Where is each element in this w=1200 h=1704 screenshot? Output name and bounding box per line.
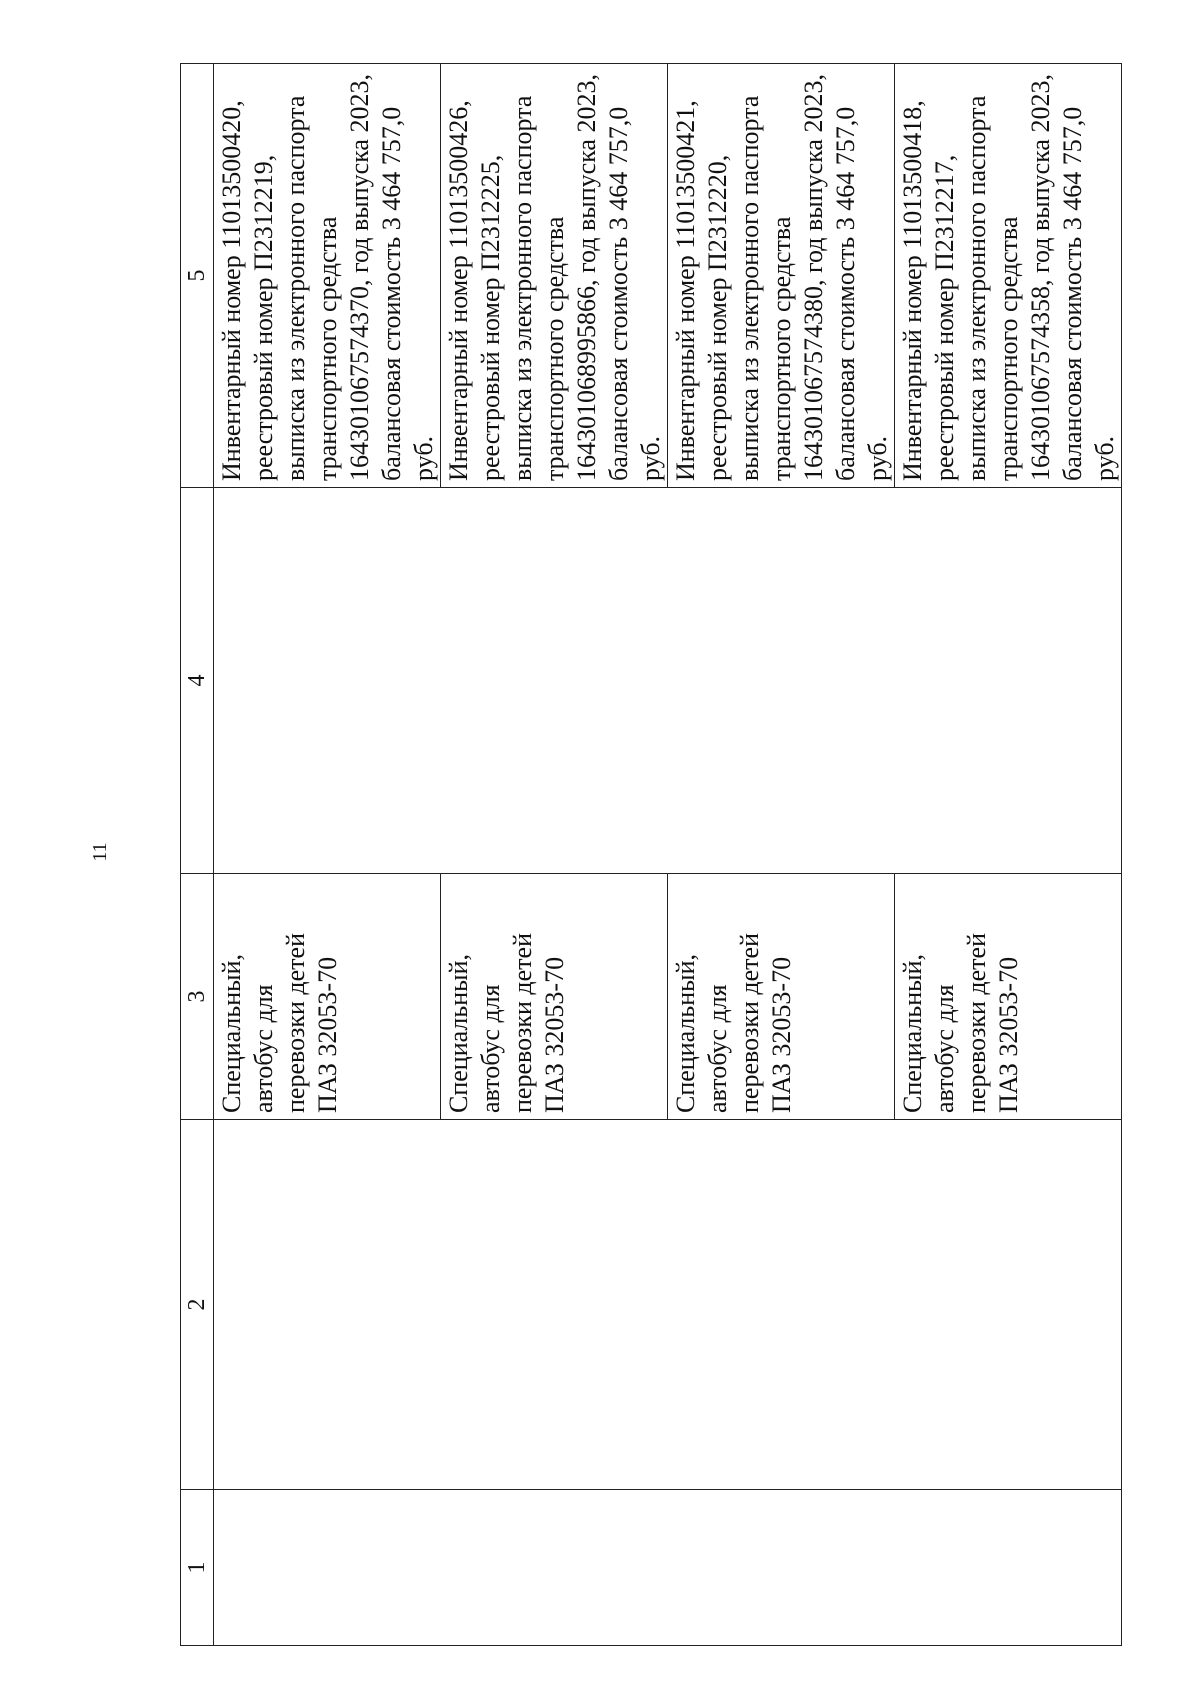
vehicle-type-cell bbox=[895, 874, 1122, 1120]
cell-col-4 bbox=[895, 488, 1122, 874]
landscape-table-area bbox=[180, 64, 1119, 1646]
vehicle-details-cell bbox=[895, 64, 1122, 488]
table-row bbox=[214, 64, 441, 1646]
vehicle-details-text: Инвентарный номер 11013500418, реестровый номер П2312217, выписка из электронного паспорта транспортного средства 164301067574358, год выпуска 2023, балансовая стоимость 3 464 757,0 руб. bbox=[898, 74, 1119, 481]
page-number: 11 bbox=[89, 842, 111, 862]
vehicle-type-cell bbox=[214, 874, 441, 1120]
header-col-4: 4 bbox=[181, 488, 214, 874]
table-row bbox=[895, 64, 1122, 1646]
cell-col-4 bbox=[668, 488, 895, 874]
vehicle-details-text: Инвентарный номер 11013500426, реестровый номер П2312225, выписка из электронного паспорта транспортного средства 164301068995866, год выпуска 2023, балансовая стоимость 3 464 757,0 руб. bbox=[444, 74, 665, 481]
header-col-3: 3 bbox=[181, 874, 214, 1120]
table-row bbox=[668, 64, 895, 1646]
cell-col-2 bbox=[895, 1120, 1122, 1490]
vehicle-type-text: Специальный, автобус для перевозки детей ПАЗ 32053-70 bbox=[898, 933, 1023, 1113]
assets-table bbox=[180, 63, 1122, 1646]
vehicle-type-text: Специальный, автобус для перевозки детей ПАЗ 32053-70 bbox=[671, 933, 796, 1113]
vehicle-type-text: Специальный, автобус для перевозки детей ПАЗ 32053-70 bbox=[217, 933, 342, 1113]
cell-col-4 bbox=[214, 488, 441, 874]
cell-col-1 bbox=[668, 1490, 895, 1646]
header-col-1: 1 bbox=[181, 1490, 214, 1646]
cell-col-2 bbox=[441, 1120, 668, 1490]
vehicle-type-text: Специальный, автобус для перевозки детей ПАЗ 32053-70 bbox=[444, 933, 569, 1113]
cell-col-2 bbox=[214, 1120, 441, 1490]
vehicle-details-cell bbox=[441, 64, 668, 488]
table-row bbox=[441, 64, 668, 1646]
cell-col-4 bbox=[441, 488, 668, 874]
vehicle-details-cell bbox=[214, 64, 441, 488]
cell-col-2 bbox=[668, 1120, 895, 1490]
vehicle-type-cell bbox=[668, 874, 895, 1120]
vehicle-details-text: Инвентарный номер 11013500420, реестровый номер П2312219, выписка из электронного паспорта транспортного средства 164301067574370, год выпуска 2023, балансовая стоимость 3 464 757,0 руб. bbox=[217, 74, 438, 481]
cell-col-1 bbox=[895, 1490, 1122, 1646]
header-col-5: 5 bbox=[181, 64, 214, 488]
table-header-row bbox=[181, 64, 214, 1646]
vehicle-details-cell bbox=[668, 64, 895, 488]
cell-col-1 bbox=[214, 1490, 441, 1646]
vehicle-details-text: Инвентарный номер 11013500421, реестровый номер П2312220, выписка из электронного паспорта транспортного средства 164301067574380, год выпуска 2023, балансовая стоимость 3 464 757,0 руб. bbox=[671, 74, 892, 481]
cell-col-1 bbox=[441, 1490, 668, 1646]
rotated-page bbox=[180, 64, 1119, 1646]
vehicle-type-cell bbox=[441, 874, 668, 1120]
header-col-2: 2 bbox=[181, 1120, 214, 1490]
